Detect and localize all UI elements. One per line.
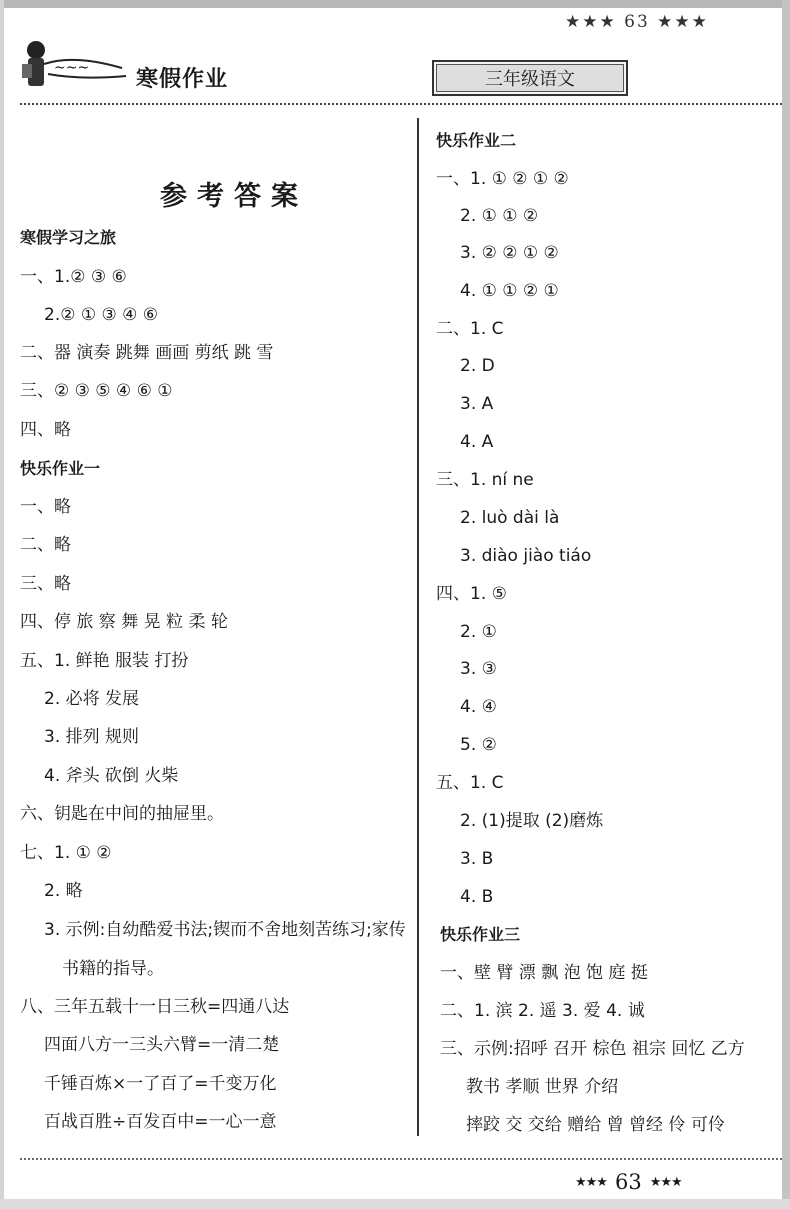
answer-line: 二、1. 滨 2. 遥 3. 爱 4. 诚 (440, 1001, 645, 1021)
answer-line: 4. B (460, 887, 494, 907)
answer-line: 2. 略 (44, 881, 83, 901)
answer-line: 书籍的指导。 (62, 959, 164, 979)
answer-line: 一、略 (20, 497, 71, 517)
answer-line: 四、1. ⑤ (436, 584, 507, 604)
answer-line: 二、1. C (436, 319, 504, 339)
section-heading: 快乐作业二 (436, 131, 517, 150)
answer-line: 教书 孝顺 世界 介绍 (466, 1077, 619, 1097)
answer-line: 百战百胜÷百发百中=一心一意 (44, 1112, 277, 1132)
answer-line: 5. ② (460, 735, 497, 755)
answer-line: 3. A (460, 394, 494, 414)
answer-line: 二、器 演奏 跳舞 画画 剪纸 跳 雪 (20, 343, 274, 363)
subject-label-box (432, 60, 628, 96)
scan-frame-left (0, 0, 4, 1209)
subject-label: 三年级语文 (485, 69, 575, 90)
answer-line: 2. D (460, 356, 495, 376)
answer-line: 四、略 (20, 420, 71, 440)
answer-line: 一、1.② ③ ⑥ (20, 267, 127, 287)
section-heading: 快乐作业一 (20, 459, 101, 478)
answer-line: 三、1. ní ne (436, 470, 534, 490)
answer-line: 三、② ③ ⑤ ④ ⑥ ① (20, 381, 173, 401)
answer-line: 3. 排列 规则 (44, 727, 140, 747)
footer-page-number (575, 1170, 682, 1194)
column-divider (417, 118, 419, 1136)
header-divider (20, 103, 782, 105)
top-page-number: ★★★ 63 ★★★ (565, 12, 709, 32)
answer-line: 一、壁 臂 漂 飘 泡 饱 庭 挺 (440, 963, 648, 983)
answer-line: 3. B (460, 849, 494, 869)
answer-line: 3. diào jiào tiáo (460, 546, 592, 566)
student-reading-logo-icon (14, 34, 134, 98)
scan-frame-bottom (0, 1199, 790, 1209)
answer-line: 3. ② ② ① ② (460, 243, 559, 263)
answer-line: 摔跤 交 交给 赠给 曾 曾经 伶 可伶 (466, 1115, 725, 1135)
section-heading: 寒假学习之旅 (20, 228, 117, 247)
star-decoration-right: ★★★ (649, 1174, 682, 1190)
section-heading: 快乐作业三 (440, 925, 521, 944)
answer-line: 2. ① ① ② (460, 206, 539, 226)
answer-line: 2. ① (460, 622, 497, 642)
answer-line: 四、停 旅 察 舞 晃 粒 柔 轮 (20, 612, 228, 632)
header-title: 寒假作业 (136, 67, 229, 92)
answer-line: 七、1. ① ② (20, 843, 112, 863)
answer-line: 2. 必将 发展 (44, 689, 140, 709)
answer-line: 3. ③ (460, 659, 497, 679)
answer-line: 4. A (460, 432, 494, 452)
answer-line: 八、三年五载十一日三秋=四通八达 (20, 997, 290, 1017)
footer-divider (20, 1158, 782, 1160)
answer-line: 三、示例:招呼 召开 棕色 祖宗 回忆 乙方 (440, 1039, 745, 1059)
answer-line: 2. (1)提取 (2)磨炼 (460, 811, 604, 831)
star-decoration-left: ★★★ (575, 1174, 607, 1190)
answer-line: 千锤百炼×一了百了=千变万化 (44, 1074, 277, 1094)
answer-line: 2. luò dài là (460, 508, 560, 528)
answer-line: 二、略 (20, 535, 71, 555)
answer-line: 六、钥匙在中间的抽屉里。 (20, 804, 224, 824)
page-number: 63 (614, 1170, 642, 1194)
answer-line: 四面八方一三头六臂=一清二楚 (44, 1035, 280, 1055)
scan-frame-right (782, 0, 790, 1209)
main-title: 参考答案 (160, 181, 308, 212)
answer-line: 2.② ① ③ ④ ⑥ (44, 305, 159, 325)
answer-line: 4. ④ (460, 697, 497, 717)
scan-frame-top (0, 0, 790, 8)
answer-line: 五、1. 鲜艳 服装 打扮 (20, 651, 189, 671)
answer-line: 4. 斧头 砍倒 火柴 (44, 766, 179, 786)
answer-line: 三、略 (20, 574, 71, 594)
answer-line: 3. 示例:自幼酷爱书法;锲而不舍地刻苦练习;家传 (44, 920, 406, 940)
answer-line: 一、1. ① ② ① ② (436, 169, 569, 189)
svg-text:~~~: ~~~ (54, 60, 90, 76)
answer-line: 五、1. C (436, 773, 504, 793)
answer-line: 4. ① ① ② ① (460, 281, 559, 301)
